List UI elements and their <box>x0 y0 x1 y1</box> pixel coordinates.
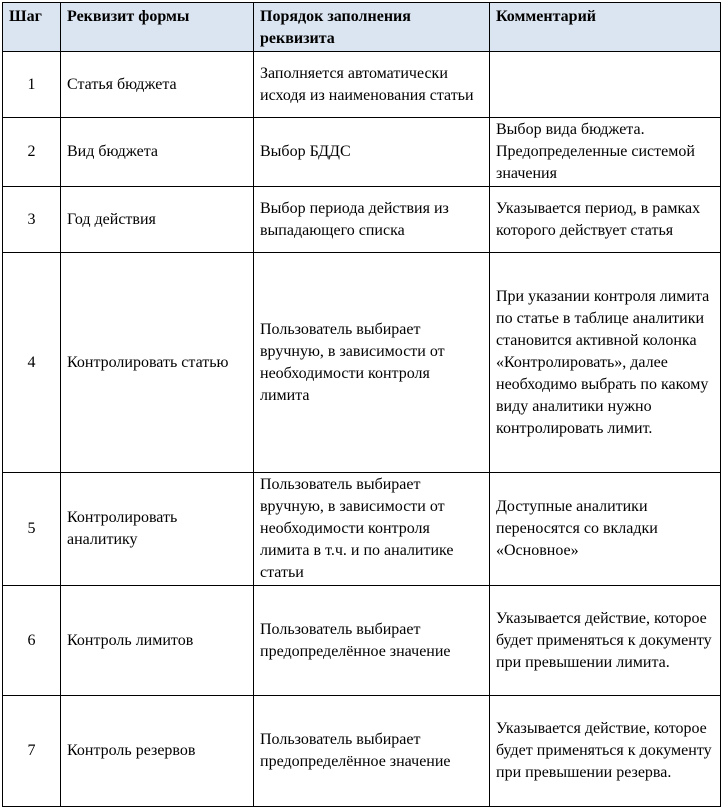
step-cell: 2 <box>3 118 61 187</box>
comment-cell: Указывается действие, которое будет применяться к документу при превышении резерва. <box>490 696 721 807</box>
requisite-cell: Статья бюджета <box>61 52 254 118</box>
table-row <box>3 586 721 696</box>
step-cell: 6 <box>3 586 61 696</box>
table-header <box>3 3 721 52</box>
table-row <box>3 696 721 807</box>
step-cell: 4 <box>3 253 61 473</box>
filling-cell: Выбор БДДС <box>254 118 490 187</box>
header-step: Шаг <box>3 3 61 52</box>
filling-cell: Пользователь выбирает вручную, в зависимости от необходимости контроля лимита <box>254 253 490 473</box>
header-requisite: Реквизит формы <box>61 3 254 52</box>
table-row <box>3 473 721 586</box>
filling-cell: Пользователь выбирает предопределённое значение <box>254 696 490 807</box>
requisite-cell: Контролировать статью <box>61 253 254 473</box>
step-cell: 3 <box>3 187 61 253</box>
comment-cell: Выбор вида бюджета. Предопределенные системой значения <box>490 118 721 187</box>
step-cell: 7 <box>3 696 61 807</box>
comment-cell: Указывается действие, которое будет применяться к документу при превышении лимита. <box>490 586 721 696</box>
comment-cell: Доступные аналитики переносятся со вкладки «Основное» <box>490 473 721 586</box>
header-filling: Порядок заполнения реквизита <box>254 3 490 52</box>
requisite-cell: Контроль резервов <box>61 696 254 807</box>
step-cell: 5 <box>3 473 61 586</box>
header-row <box>3 3 721 52</box>
comment-cell: При указании контроля лимита по статье в таблице аналитики становится активной колонка «Контролировать», далее необходимо выбрать по какому виду аналитики нужно контролировать лимит. <box>490 253 721 473</box>
filling-cell: Пользователь выбирает предопределённое значение <box>254 586 490 696</box>
requisites-table <box>2 2 721 807</box>
requisite-cell: Контроль лимитов <box>61 586 254 696</box>
filling-cell: Пользователь выбирает вручную, в зависимости от необходимости контроля лимита в т.ч. и по аналитике статьи <box>254 473 490 586</box>
comment-cell: Указывается период, в рамках которого действует статья <box>490 187 721 253</box>
table-row <box>3 52 721 118</box>
comment-cell <box>490 52 721 118</box>
requisite-cell: Вид бюджета <box>61 118 254 187</box>
requisite-cell: Контролировать аналитику <box>61 473 254 586</box>
step-cell: 1 <box>3 52 61 118</box>
table-body <box>3 52 721 807</box>
table-row <box>3 253 721 473</box>
filling-cell: Заполняется автоматически исходя из наименования статьи <box>254 52 490 118</box>
table-row <box>3 187 721 253</box>
header-comment: Комментарий <box>490 3 721 52</box>
filling-cell: Выбор периода действия из выпадающего списка <box>254 187 490 253</box>
table-row <box>3 118 721 187</box>
requisite-cell: Год действия <box>61 187 254 253</box>
